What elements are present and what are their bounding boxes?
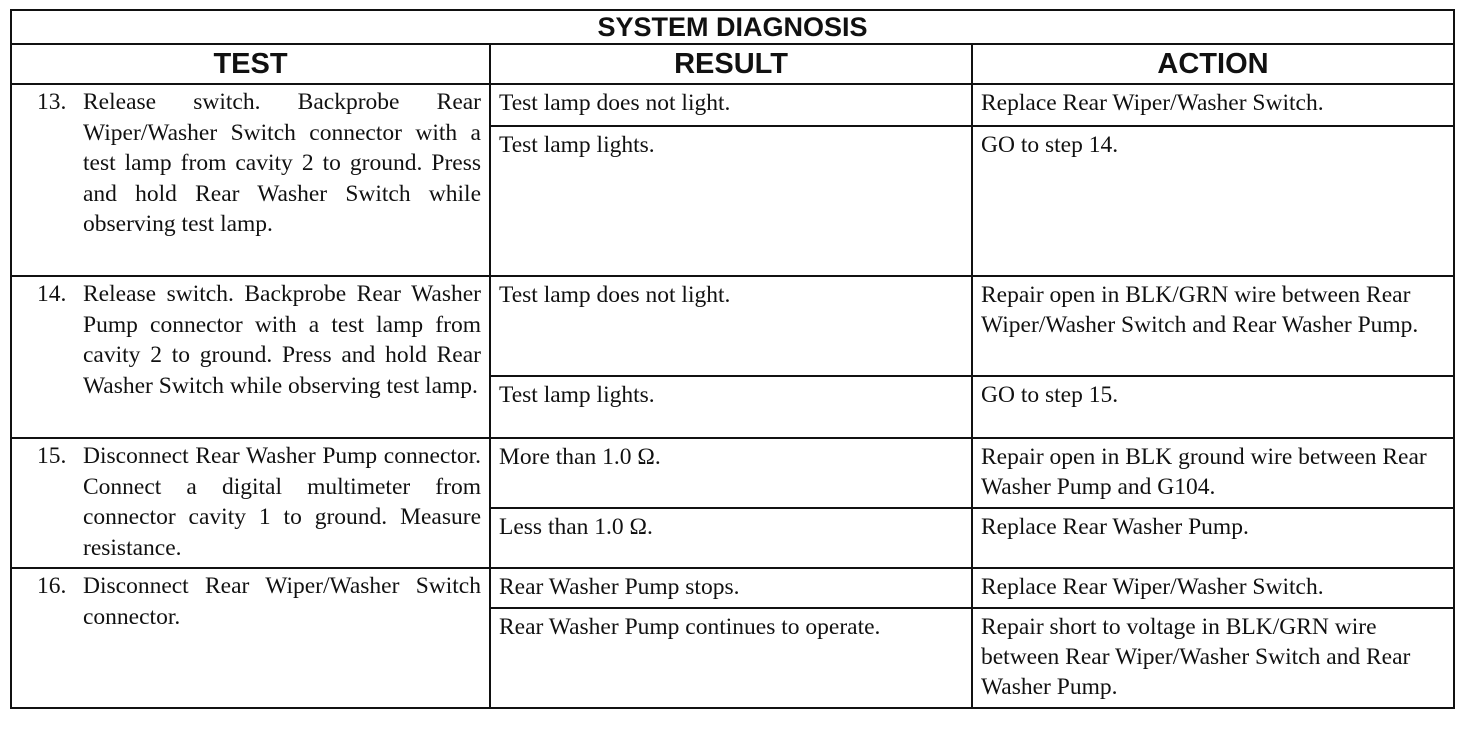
step-number: 14. <box>37 281 67 307</box>
step-13-test <box>11 84 490 276</box>
step-14-test <box>11 276 490 438</box>
step-15-test <box>11 438 490 568</box>
action-cell: Repair short to voltage in BLK/GRN wire between Rear Wiper/Washer Switch and Rear Washer Pump. <box>972 608 1454 708</box>
column-header-test: TEST <box>11 44 490 84</box>
table-row <box>11 276 1454 376</box>
title-row <box>11 10 1454 44</box>
table-row <box>11 438 1454 508</box>
test-text: Release switch. Backprobe Rear Wiper/Washer Switch connector with a test lamp from cavity 2 to ground. Press and hold Rear Washer Switch while observing test lamp. <box>83 89 481 237</box>
result-cell: Rear Washer Pump continues to operate. <box>490 608 972 708</box>
table-title: SYSTEM DIAGNOSIS <box>11 10 1454 44</box>
step-number: 16. <box>37 573 67 599</box>
action-cell: Replace Rear Wiper/Washer Switch. <box>972 568 1454 608</box>
action-cell: Replace Rear Wiper/Washer Switch. <box>972 84 1454 126</box>
step-number: 13. <box>37 89 67 115</box>
action-cell: Repair open in BLK/GRN wire between Rear Wiper/Washer Switch and Rear Washer Pump. <box>972 276 1454 376</box>
system-diagnosis-table <box>10 9 1455 709</box>
table-row <box>11 84 1454 126</box>
column-header-result: RESULT <box>490 44 972 84</box>
result-cell: Test lamp does not light. <box>490 276 972 376</box>
test-text: Release switch. Backprobe Rear Washer Pump connector with a test lamp from cavity 2 to ground. Press and hold Rear Washer Switch while observing test lamp. <box>83 281 481 399</box>
column-header-action: ACTION <box>972 44 1454 84</box>
result-cell: Test lamp does not light. <box>490 84 972 126</box>
result-cell: Test lamp lights. <box>490 376 972 438</box>
action-cell: Repair open in BLK ground wire between Rear Washer Pump and G104. <box>972 438 1454 508</box>
action-cell: Replace Rear Washer Pump. <box>972 508 1454 568</box>
header-row <box>11 44 1454 84</box>
test-text: Disconnect Rear Wiper/Washer Switch connector. <box>83 573 481 630</box>
result-cell: Rear Washer Pump stops. <box>490 568 972 608</box>
result-cell: More than 1.0 Ω. <box>490 438 972 508</box>
result-cell: Less than 1.0 Ω. <box>490 508 972 568</box>
table-row <box>11 568 1454 608</box>
result-cell: Test lamp lights. <box>490 126 972 276</box>
step-16-test <box>11 568 490 708</box>
action-cell: GO to step 15. <box>972 376 1454 438</box>
step-number: 15. <box>37 443 67 469</box>
test-text: Disconnect Rear Washer Pump connector. Connect a digital multimeter from connector cavity 1 to ground. Measure resistance. <box>83 443 481 561</box>
action-cell: GO to step 14. <box>972 126 1454 276</box>
